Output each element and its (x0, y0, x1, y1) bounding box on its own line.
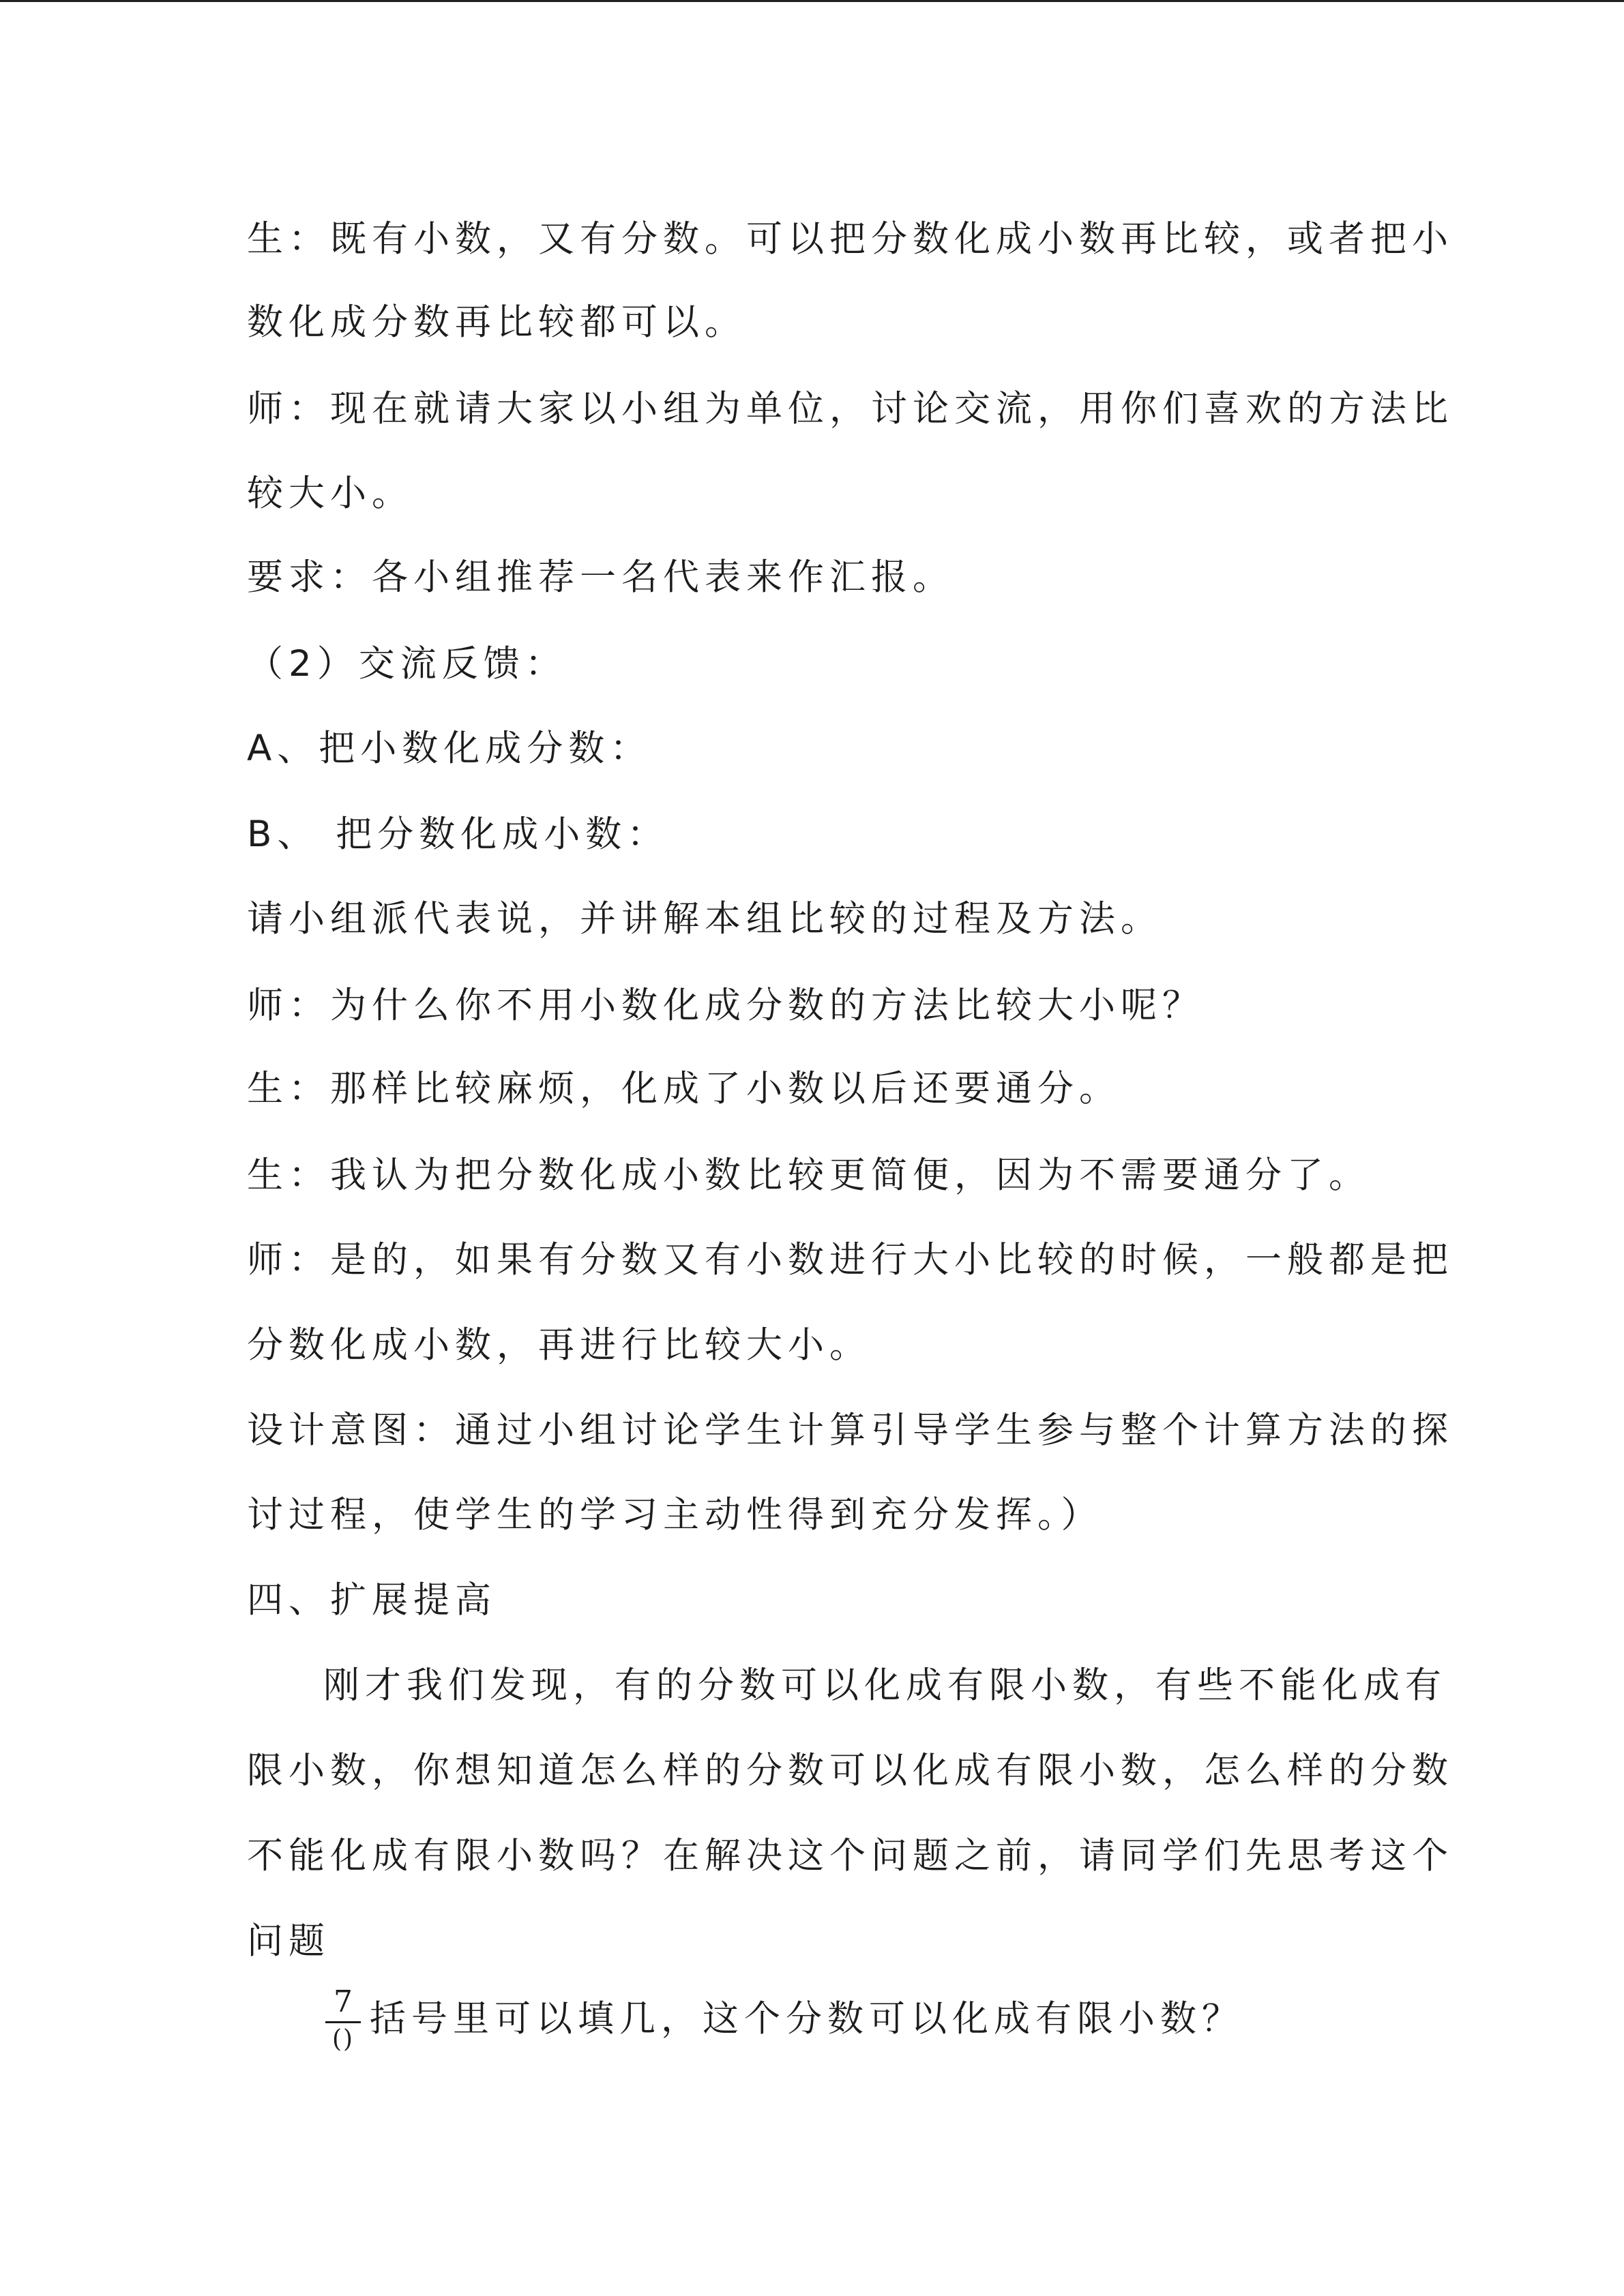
section-heading: 四、扩展提高 (247, 1579, 497, 1621)
text-line: 数化成分数再比较都可以。 (247, 301, 746, 343)
fraction-bar (325, 2021, 361, 2023)
text-line: 不能化成有限小数吗？在解决这个问题之前，请同学们先思考这个 (247, 1835, 1453, 1877)
text-line: B、 把分数化成小数： (247, 814, 669, 855)
fraction-denominator: () (331, 2025, 355, 2053)
text-line: 师：为什么你不用小数化成分数的方法比较大小呢？ (247, 985, 1204, 1026)
text-line: 要求：各小组推荐一名代表来作汇报。 (247, 556, 954, 598)
text-line: 设计意图：通过小组讨论学生计算引导学生参与整个计算方法的探 (247, 1410, 1453, 1451)
text-line: 生：既有小数，又有分数。可以把分数化成小数再比较，或者把小 (247, 218, 1453, 260)
fraction (323, 1984, 363, 2053)
fraction-numerator: 7 (334, 1984, 353, 2019)
text-line: （2）交流反馈： (247, 643, 567, 685)
text-line: A、把小数化成分数： (247, 728, 652, 769)
text-line: 师：是的，如果有分数又有小数进行大小比较的时候，一般都是把 (247, 1239, 1453, 1281)
text-line: 讨过程，使学生的学习主动性得到充分发挥。） (247, 1494, 1103, 1536)
text-line: 生：那样比较麻烦，化成了小数以后还要通分。 (247, 1068, 1121, 1109)
page-top-border (0, 0, 1624, 2)
text-line: 较大小。 (247, 473, 413, 514)
text-line: 请小组派代表说，并讲解本组比较的过程及方法。 (247, 898, 1162, 940)
text-line: 限小数，你想知道怎么样的分数可以化成有限小数，怎么样的分数 (247, 1750, 1453, 1791)
text-line: 生：我认为把分数化成小数比较更简便，因为不需要通分了。 (247, 1154, 1370, 1196)
fraction-question-text: 括号里可以填几，这个分数可以化成有限小数？ (370, 1998, 1243, 2040)
text-line: 问题 (247, 1920, 330, 1962)
text-line: 分数化成小数，再进行比较大小。 (247, 1324, 871, 1366)
fraction-question (323, 1982, 1243, 2057)
text-line: 师：现在就请大家以小组为单位，讨论交流，用你们喜欢的方法比 (247, 388, 1453, 430)
text-line: 刚才我们发现，有的分数可以化成有限小数，有些不能化成有 (323, 1665, 1447, 1706)
